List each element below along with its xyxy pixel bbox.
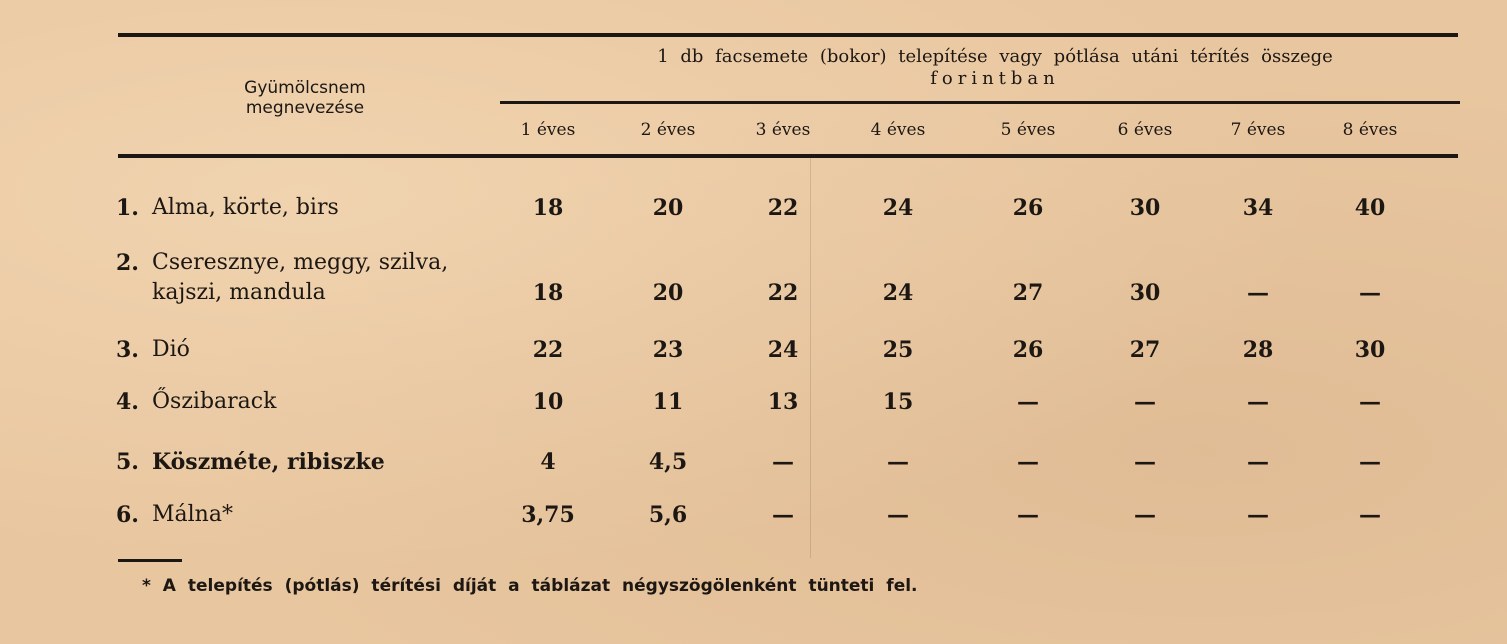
row-label: Alma, körte, birs bbox=[152, 195, 339, 220]
fruit-name-header-line1: Gyümölcsnem bbox=[244, 78, 366, 98]
header-divider-rule bbox=[500, 101, 1460, 104]
row-number: 1. bbox=[116, 195, 139, 221]
fruit-name-header-line2: megnevezése bbox=[245, 98, 365, 118]
table-cell: — bbox=[887, 449, 909, 475]
row-number: 5. bbox=[116, 449, 139, 475]
footnote-rule bbox=[118, 559, 182, 562]
year-header-6: 6 éves bbox=[1117, 120, 1173, 140]
row-label: Málna* bbox=[152, 502, 233, 527]
row-label: kajszi, mandula bbox=[152, 280, 326, 305]
table-cell: 24 bbox=[882, 195, 914, 221]
table-cell: — bbox=[1359, 449, 1381, 475]
table-cell: 23 bbox=[652, 337, 684, 363]
table-cell: 27 bbox=[1012, 280, 1044, 306]
table-cell: 20 bbox=[652, 280, 684, 306]
table-cell: 22 bbox=[767, 280, 799, 306]
table-cell: — bbox=[772, 502, 794, 528]
table-cell: 15 bbox=[882, 389, 914, 415]
table-cell: — bbox=[1134, 449, 1156, 475]
table-cell: 4 bbox=[540, 449, 556, 475]
table-cell: — bbox=[1134, 389, 1156, 415]
table-cell: — bbox=[1247, 449, 1269, 475]
table-cell: — bbox=[1134, 502, 1156, 528]
table-cell: 10 bbox=[532, 389, 564, 415]
table-cell: 22 bbox=[532, 337, 564, 363]
group-header-line1: 1 db facsemete (bokor) telepítése vagy pótlása utáni térítés összege bbox=[657, 46, 1333, 67]
table-cell: 18 bbox=[532, 280, 564, 306]
table-cell: 4,5 bbox=[648, 449, 688, 475]
table-cell: 26 bbox=[1012, 195, 1044, 221]
table-top-rule bbox=[118, 33, 1458, 37]
table-cell: — bbox=[1247, 502, 1269, 528]
row-number: 2. bbox=[116, 250, 139, 276]
table-cell: 27 bbox=[1129, 337, 1161, 363]
table-cell: 3,75 bbox=[521, 502, 575, 528]
table-cell: — bbox=[1359, 389, 1381, 415]
table-cell: — bbox=[1359, 280, 1381, 306]
row-label: Dió bbox=[152, 337, 190, 362]
table-cell: 30 bbox=[1129, 280, 1161, 306]
table-cell: — bbox=[1017, 449, 1039, 475]
fruit-name-header bbox=[200, 78, 410, 118]
year-header-7: 7 éves bbox=[1230, 120, 1286, 140]
table-cell: 11 bbox=[652, 389, 684, 415]
table-cell: 34 bbox=[1242, 195, 1274, 221]
row-label: Cseresznye, meggy, szilva, bbox=[152, 250, 449, 275]
table-cell: 28 bbox=[1242, 337, 1274, 363]
table-cell: — bbox=[1247, 280, 1269, 306]
table-cell: — bbox=[887, 502, 909, 528]
table-cell: 40 bbox=[1354, 195, 1386, 221]
row-label: Őszibarack bbox=[152, 389, 277, 414]
year-header-3: 3 éves bbox=[755, 120, 811, 140]
row-number: 6. bbox=[116, 502, 139, 528]
year-header-2: 2 éves bbox=[640, 120, 696, 140]
table-cell: 22 bbox=[767, 195, 799, 221]
table-cell: — bbox=[1017, 502, 1039, 528]
year-header-4: 4 éves bbox=[870, 120, 926, 140]
table-cell: — bbox=[772, 449, 794, 475]
row-number: 4. bbox=[116, 389, 139, 415]
table-cell: — bbox=[1359, 502, 1381, 528]
table-cell: 26 bbox=[1012, 337, 1044, 363]
table-cell: 20 bbox=[652, 195, 684, 221]
table-cell: 13 bbox=[767, 389, 799, 415]
footnote: * A telepítés (pótlás) térítési díját a táblázat négyszögölenként tünteti fel. bbox=[142, 576, 918, 596]
year-header-1: 1 éves bbox=[520, 120, 576, 140]
table-cell: 30 bbox=[1129, 195, 1161, 221]
group-header-line2: forintban bbox=[930, 68, 1060, 89]
year-header-8: 8 éves bbox=[1342, 120, 1398, 140]
header-bottom-rule bbox=[118, 154, 1458, 158]
table-cell: — bbox=[1247, 389, 1269, 415]
table-cell: 18 bbox=[532, 195, 564, 221]
table-cell: — bbox=[1017, 389, 1039, 415]
table-cell: 5,6 bbox=[648, 502, 688, 528]
year-header-5: 5 éves bbox=[1000, 120, 1056, 140]
table-cell: 24 bbox=[882, 280, 914, 306]
row-label: Köszméte, ribiszke bbox=[152, 449, 385, 475]
compensation-group-header bbox=[520, 46, 1470, 89]
table-cell: 30 bbox=[1354, 337, 1386, 363]
row-number: 3. bbox=[116, 337, 139, 363]
table-cell: 25 bbox=[882, 337, 914, 363]
table-cell: 24 bbox=[767, 337, 799, 363]
